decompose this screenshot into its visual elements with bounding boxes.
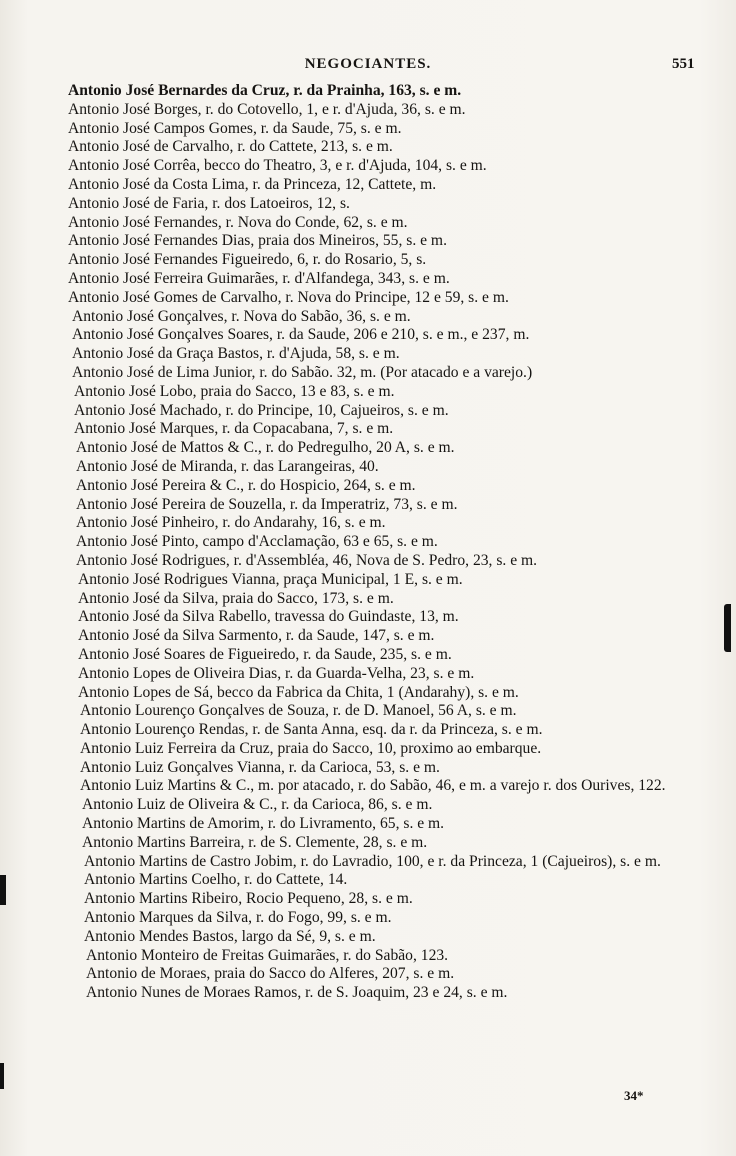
- list-item: Antonio José Pinto, campo d'Acclamação, 63 e 65, s. e m.: [76, 533, 438, 551]
- list-item: Antonio José de Faria, r. dos Latoeiros, 12, s.: [68, 194, 350, 212]
- list-item: Antonio José Rodrigues Vianna, praça Municipal, 1 E, s. e m.: [78, 570, 463, 588]
- list-item: Antonio Luiz Ferreira da Cruz, praia do Sacco, 10, proximo ao embarque.: [80, 739, 542, 757]
- list-item: Antonio José Pinheiro, r. do Andarahy, 16, s. e m.: [76, 514, 386, 532]
- list-item: Antonio Martins Coelho, r. do Cattete, 14.: [84, 871, 348, 889]
- list-item: Antonio Monteiro de Freitas Guimarães, r. do Sabão, 123.: [86, 946, 449, 964]
- list-item: Antonio Martins Barreira, r. de S. Clemente, 28, s. e m.: [82, 833, 428, 851]
- list-item: Antonio Luiz Martins & C., m. por atacado, r. do Sabão, 46, e m. a varejo r. dos Ourives, 122.: [80, 777, 666, 795]
- list-item: Antonio José Marques, r. da Copacabana, 7, s. e m.: [74, 420, 394, 438]
- list-item: Antonio José Lobo, praia do Sacco, 13 e 83, s. e m.: [74, 382, 395, 400]
- list-item: Antonio Lopes de Sá, becco da Fabrica da Chita, 1 (Andarahy), s. e m.: [78, 683, 519, 701]
- list-item: Antonio Marques da Silva, r. do Fogo, 99, s. e m.: [84, 909, 392, 927]
- list-item: Antonio de Moraes, praia do Sacco do Alferes, 207, s. e m.: [86, 965, 455, 983]
- list-item: Antonio José de Lima Junior, r. do Sabão. 32, m. (Por atacado e a varejo.): [72, 363, 533, 381]
- list-item: Antonio Martins de Amorim, r. do Livramento, 65, s. e m.: [82, 815, 445, 833]
- list-item: Antonio José Borges, r. do Cotovello, 1, e r. d'Ajuda, 36, s. e m.: [68, 100, 466, 118]
- merchant-list: [0, 82, 736, 1003]
- list-item: Antonio José Soares de Figueiredo, r. da Saude, 235, s. e m.: [78, 645, 452, 663]
- margin-ink-mark: [0, 875, 6, 905]
- list-item: Antonio José da Graça Bastos, r. d'Ajuda, 58, s. e m.: [72, 345, 400, 363]
- list-item: Antonio Mendes Bastos, largo da Sé, 9, s. e m.: [84, 927, 376, 945]
- list-item: Antonio Luiz de Oliveira & C., r. da Carioca, 86, s. e m.: [82, 796, 433, 814]
- list-item: Antonio José Pereira de Souzella, r. da Imperatriz, 73, s. e m.: [76, 495, 458, 513]
- list-item: Antonio José Gomes de Carvalho, r. Nova do Principe, 12 e 59, s. e m.: [68, 288, 509, 306]
- list-item: Antonio Luiz Gonçalves Vianna, r. da Carioca, 53, s. e m.: [80, 758, 440, 776]
- list-item: Antonio Lourenço Gonçalves de Souza, r. de D. Manoel, 56 A, s. e m.: [80, 702, 517, 720]
- list-item: Antonio José da Silva, praia do Sacco, 173, s. e m.: [78, 589, 394, 607]
- list-item: Antonio José Corrêa, becco do Theatro, 3, e r. d'Ajuda, 104, s. e m.: [68, 157, 487, 175]
- list-item: Antonio José Fernandes Dias, praia dos Mineiros, 55, s. e m.: [68, 232, 447, 250]
- list-item: Antonio José Bernardes da Cruz, r. da Prainha, 163, s. e m.: [68, 82, 462, 99]
- list-item: Antonio José da Costa Lima, r. da Princeza, 12, Cattete, m.: [68, 175, 437, 193]
- list-item: Antonio Lourenço Rendas, r. de Santa Anna, esq. da r. da Princeza, s. e m.: [80, 721, 543, 739]
- list-item: Antonio José Gonçalves, r. Nova do Sabão, 36, s. e m.: [72, 307, 411, 325]
- list-item: Antonio José de Miranda, r. das Larangeiras, 40.: [76, 457, 379, 475]
- list-item: Antonio José Fernandes Figueiredo, 6, r. do Rosario, 5, s.: [68, 251, 427, 269]
- list-item: Antonio José da Silva Sarmento, r. da Saude, 147, s. e m.: [78, 627, 435, 645]
- margin-ink-mark: [724, 604, 731, 652]
- list-item: Antonio Lopes de Oliveira Dias, r. da Guarda-Velha, 23, s. e m.: [78, 664, 475, 682]
- list-item: Antonio José Rodrigues, r. d'Assembléa, 46, Nova de S. Pedro, 23, s. e m.: [76, 551, 538, 569]
- list-item: Antonio José Pereira & C., r. do Hospicio, 264, s. e m.: [76, 476, 416, 494]
- list-item: Antonio José da Silva Rabello, travessa do Guindaste, 13, m.: [78, 608, 459, 626]
- list-item: Antonio José Ferreira Guimarães, r. d'Alfandega, 343, s. e m.: [68, 269, 450, 287]
- page-number: 551: [672, 56, 695, 72]
- margin-ink-mark: [0, 1063, 4, 1089]
- list-item: Antonio José de Carvalho, r. do Cattete, 213, s. e m.: [68, 138, 393, 156]
- list-item: Antonio José de Mattos & C., r. do Pedregulho, 20 A, s. e m.: [76, 439, 455, 457]
- list-item: Antonio Nunes de Moraes Ramos, r. de S. Joaquim, 23 e 24, s. e m.: [86, 984, 508, 1002]
- list-item: Antonio José Campos Gomes, r. da Saude, 75, s. e m.: [68, 119, 402, 137]
- list-item: Antonio José Fernandes, r. Nova do Conde, 62, s. e m.: [68, 213, 408, 231]
- page-title: NEGOCIANTES.: [304, 56, 432, 72]
- list-item: Antonio José Gonçalves Soares, r. da Saude, 206 e 210, s. e m., e 237, m.: [72, 326, 530, 344]
- list-item: Antonio José Machado, r. do Principe, 10, Cajueiros, s. e m.: [74, 401, 449, 419]
- list-item: Antonio Martins Ribeiro, Rocio Pequeno, 28, s. e m.: [84, 890, 413, 908]
- signature-mark: 34*: [624, 1088, 644, 1103]
- list-item: Antonio Martins de Castro Jobim, r. do Lavradio, 100, e r. da Princeza, 1 (Cajueiros), s. e m.: [84, 852, 661, 870]
